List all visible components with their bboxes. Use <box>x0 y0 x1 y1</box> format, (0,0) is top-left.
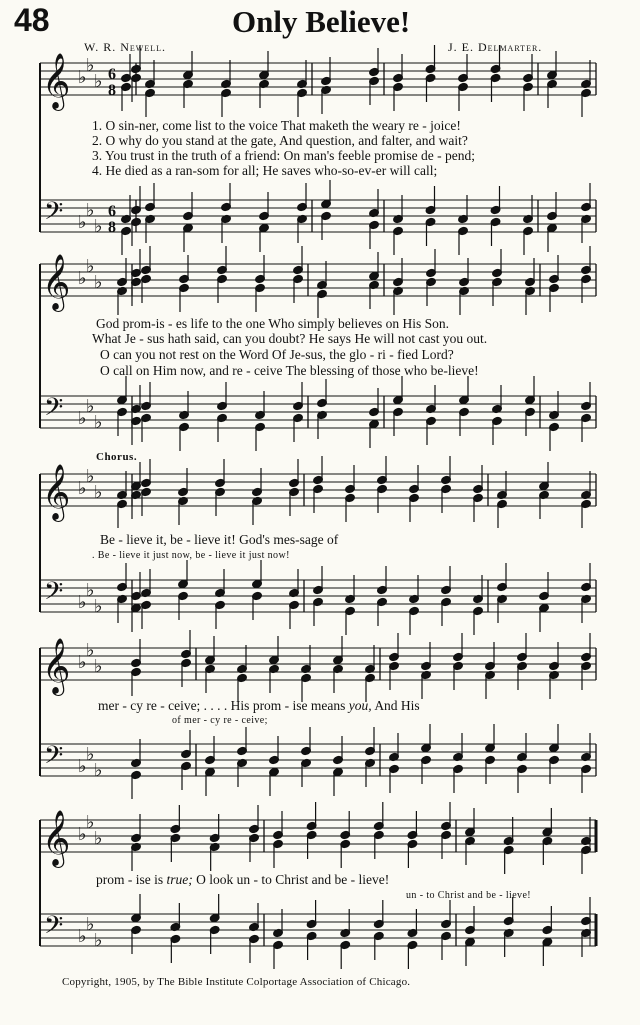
flat-icon: ♭ <box>94 828 103 849</box>
flat-icon: ♭ <box>78 756 87 777</box>
flat-icon: ♭ <box>86 744 95 765</box>
verse-2-line-1: 2. O why do you stand at the gate, And question, and falter, and wait? <box>92 133 468 148</box>
flat-icon: ♭ <box>94 930 103 951</box>
chorus-line-3 <box>96 872 389 888</box>
chorus-line-2-italic: you, <box>348 698 372 713</box>
chorus-line-3-italic: true; <box>166 872 193 887</box>
flat-icon: ♭ <box>94 216 103 237</box>
flat-icon: ♭ <box>86 200 95 221</box>
flat-icon: ♭ <box>78 926 87 947</box>
flat-icon: ♭ <box>86 914 95 935</box>
flat-icon: ♭ <box>94 656 103 677</box>
time-signature: 6 <box>108 66 116 83</box>
treble-clef-icon: 𝄞 <box>42 464 71 520</box>
verse-4-line-2: O call on Him now, and re - ceive The blessing of those who be-lieve! <box>100 363 479 378</box>
flat-icon: ♭ <box>78 268 87 289</box>
bass-clef-icon: 𝄢 <box>44 741 64 776</box>
flat-icon: ♭ <box>78 478 87 499</box>
chorus-line-3-b: O look un - to Christ and be - lieve! <box>196 872 390 887</box>
flat-icon: ♭ <box>86 55 95 76</box>
chorus-label: Chorus. <box>96 451 138 463</box>
bass-clef-icon: 𝄢 <box>44 577 64 612</box>
verse-1-line-2: God prom-is - es life to the one Who simply believes on His Son. <box>96 316 449 331</box>
verse-2-line-2: What Je - sus hath said, can you doubt? He says He will not cast you out. <box>92 331 488 346</box>
time-signature: 6 <box>108 203 116 220</box>
flat-icon: ♭ <box>94 71 103 92</box>
copyright-notice: Copyright, 1905, by The Bible Institute Colportage Association of Chicago. <box>62 976 411 988</box>
flat-icon: ♭ <box>86 466 95 487</box>
hymn-number: 48 <box>14 2 50 38</box>
flat-icon: ♭ <box>86 640 95 661</box>
chorus-line-1: Be - lieve it, be - lieve it! God's mes-sage of <box>100 532 339 547</box>
flat-icon: ♭ <box>78 592 87 613</box>
chorus-line-2-a: mer - cy re - ceive; . . . . His prom - ise means <box>98 698 346 713</box>
treble-clef-icon: 𝄞 <box>42 638 71 694</box>
flat-icon: ♭ <box>86 580 95 601</box>
hymn-title: Only Believe! <box>232 4 411 39</box>
chorus-line-2-b: And His <box>374 698 420 713</box>
treble-clef-icon: 𝄞 <box>42 53 71 109</box>
flat-icon: ♭ <box>78 408 87 429</box>
time-signature: 8 <box>108 82 116 99</box>
time-signature: 8 <box>108 219 116 236</box>
chorus-echo-3: un - to Christ and be - lieve! <box>406 890 532 901</box>
treble-clef-icon: 𝄞 <box>42 254 71 310</box>
bass-clef-icon: 𝄢 <box>44 197 64 232</box>
flat-icon: ♭ <box>94 760 103 781</box>
flat-icon: ♭ <box>94 412 103 433</box>
bass-clef-icon: 𝄢 <box>44 911 64 946</box>
flat-icon: ♭ <box>94 482 103 503</box>
flat-icon: ♭ <box>86 396 95 417</box>
composer-credit: J. E. Delmarter. <box>448 40 543 54</box>
flat-icon: ♭ <box>94 272 103 293</box>
flat-icon: ♭ <box>78 824 87 845</box>
flat-icon: ♭ <box>86 812 95 833</box>
verse-3-line-1: 3. You trust in the truth of a friend: On man's feeble promise de - pend; <box>92 148 475 163</box>
chorus-line-2 <box>98 698 420 714</box>
verse-3-line-2: O can you not rest on the Word Of Je-sus, the glo - ri - fied Lord? <box>100 347 454 362</box>
lyricist-credit: W. R. Newell. <box>84 40 166 54</box>
flat-icon: ♭ <box>94 596 103 617</box>
flat-icon: ♭ <box>86 256 95 277</box>
flat-icon: ♭ <box>78 652 87 673</box>
flat-icon: ♭ <box>78 67 87 88</box>
chorus-line-3-a: prom - ise is <box>96 872 164 887</box>
verse-1-line-1: 1. O sin-ner, come list to the voice That maketh the weary re - joice! <box>92 118 461 133</box>
chorus-echo-2: of mer - cy re - ceive; <box>172 715 268 726</box>
flat-icon: ♭ <box>78 212 87 233</box>
verse-4-line-1: 4. He died as a ran-som for all; He saves who-so-ev-er will call; <box>92 163 438 178</box>
treble-clef-icon: 𝄞 <box>42 810 71 866</box>
bass-clef-icon: 𝄢 <box>44 393 64 428</box>
chorus-echo-1: . Be - lieve it just now, be - lieve it just now! <box>92 550 290 561</box>
